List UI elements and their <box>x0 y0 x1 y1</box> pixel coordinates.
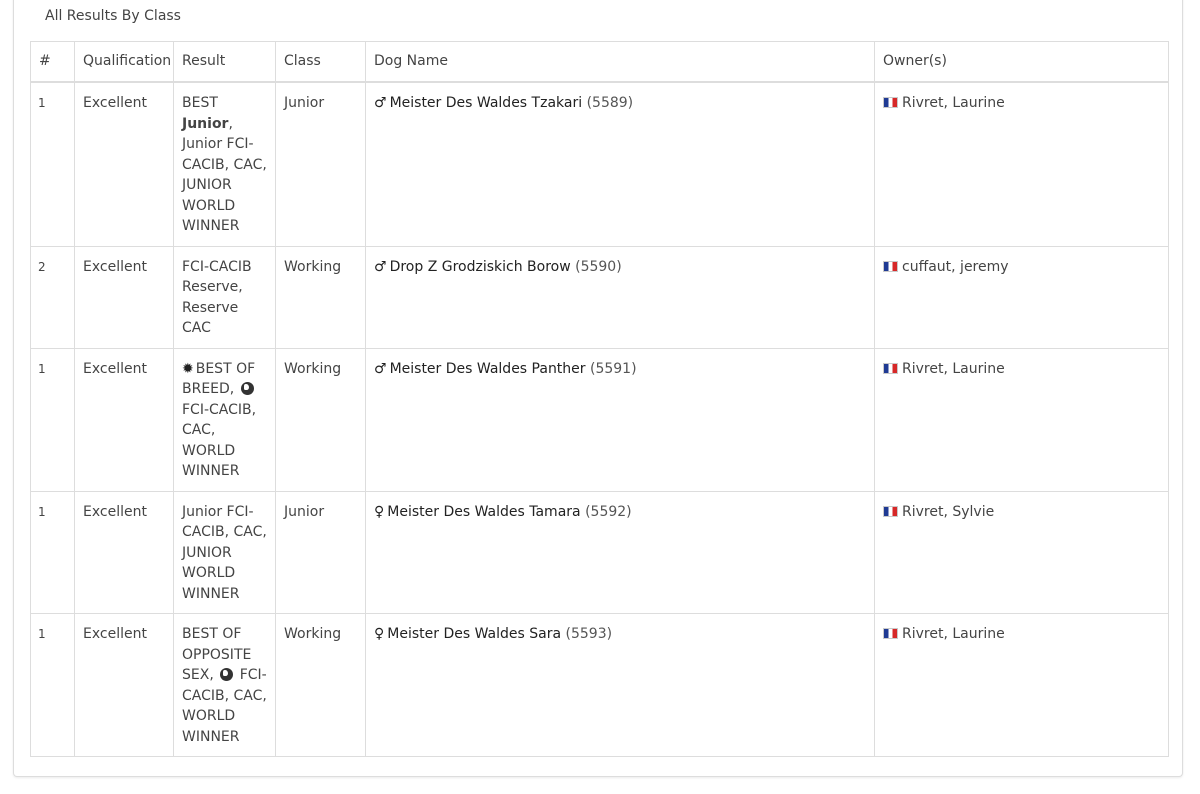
panel-title: All Results By Class <box>45 8 181 24</box>
dog-name-cell[interactable] <box>366 614 875 757</box>
result-part1: BEST OF OPPOSITE SEX, <box>182 626 252 683</box>
globe-icon <box>220 668 233 681</box>
female-icon: ♀ <box>374 503 385 520</box>
table-header-row <box>31 42 1169 83</box>
dog-id: (5590) <box>575 258 622 275</box>
result-cell <box>174 614 276 757</box>
owner-name[interactable]: Rivret, Laurine <box>902 626 1005 642</box>
dog-id: (5591) <box>590 360 637 377</box>
dog-name-cell[interactable] <box>366 246 875 348</box>
owner-cell <box>875 82 1169 246</box>
class-cell: Working <box>276 348 366 491</box>
column-header-class[interactable]: Class <box>276 42 366 83</box>
dog-name-cell[interactable] <box>366 82 875 246</box>
owner-name[interactable]: Rivret, Laurine <box>902 95 1005 111</box>
qualification-cell: Excellent <box>75 614 174 757</box>
class-cell: Working <box>276 246 366 348</box>
row-number: 1 <box>31 614 75 757</box>
result-prefix: BEST <box>182 95 218 111</box>
column-header-owners[interactable]: Owner(s) <box>875 42 1169 83</box>
dog-id: (5589) <box>586 95 634 111</box>
dog-id: (5593) <box>565 626 613 642</box>
dog-name-link[interactable]: Meister Des Waldes Tamara <box>387 503 581 520</box>
result-part2: FCI-CACIB, CAC, WORLD WINNER <box>182 401 257 479</box>
row-number: 1 <box>31 491 75 614</box>
result-cell: Junior FCI-CACIB, CAC, JUNIOR WORLD WINNER <box>174 491 276 614</box>
table-row <box>31 246 1169 348</box>
owner-cell <box>875 614 1169 757</box>
class-cell: Working <box>276 614 366 757</box>
dog-name-link[interactable]: Meister Des Waldes Panther <box>389 360 586 377</box>
dog-name-link[interactable]: Meister Des Waldes Sara <box>387 626 562 642</box>
male-icon: ♂ <box>374 95 387 111</box>
male-icon: ♂ <box>374 360 387 377</box>
owner-name[interactable]: Rivret, Laurine <box>902 360 1005 377</box>
class-cell: Junior <box>276 82 366 246</box>
result-rest: Junior FCI-CACIB, CAC, JUNIOR WORLD WINNER <box>182 136 267 234</box>
table-row <box>31 82 1169 246</box>
france-flag-icon <box>883 261 898 272</box>
dog-name-link[interactable]: Meister Des Waldes Tzakari <box>389 95 583 111</box>
row-number: 1 <box>31 348 75 491</box>
result-part2: FCI-CACIB, CAC, WORLD WINNER <box>182 667 267 745</box>
france-flag-icon <box>883 628 898 639</box>
dog-name-cell[interactable] <box>366 491 875 614</box>
globe-icon <box>241 382 254 395</box>
france-flag-icon <box>883 506 898 517</box>
male-icon: ♂ <box>374 258 387 275</box>
row-number: 2 <box>31 246 75 348</box>
result-part1: BEST OF BREED, <box>182 360 256 397</box>
column-header-result[interactable]: Result <box>174 42 276 83</box>
qualification-cell: Excellent <box>75 348 174 491</box>
row-number: 1 <box>31 82 75 246</box>
table-row <box>31 614 1169 757</box>
qualification-cell: Excellent <box>75 491 174 614</box>
owner-name[interactable]: Rivret, Sylvie <box>902 503 995 520</box>
owner-cell <box>875 348 1169 491</box>
dog-id: (5592) <box>585 503 632 520</box>
owner-cell <box>875 246 1169 348</box>
qualification-cell: Excellent <box>75 246 174 348</box>
france-flag-icon <box>883 363 898 374</box>
table-row <box>31 348 1169 491</box>
female-icon: ♀ <box>374 626 385 642</box>
column-header-dog-name[interactable]: Dog Name <box>366 42 875 83</box>
class-cell: Junior <box>276 491 366 614</box>
result-cell <box>174 82 276 246</box>
column-header-qualification[interactable]: Qualification <box>75 42 174 83</box>
owner-name[interactable]: cuffaut, jeremy <box>902 258 1009 275</box>
owner-cell <box>875 491 1169 614</box>
dog-name-link[interactable]: Drop Z Grodziskich Borow <box>389 258 571 275</box>
result-cell: FCI-CACIB Reserve, Reserve CAC <box>174 246 276 348</box>
results-table <box>30 41 1169 757</box>
result-cell <box>174 348 276 491</box>
qualification-cell: Excellent <box>75 82 174 246</box>
dog-name-cell[interactable] <box>366 348 875 491</box>
result-strong: Junior <box>182 115 229 132</box>
best-of-breed-star-icon: ✹ <box>182 360 194 377</box>
france-flag-icon <box>883 97 898 108</box>
table-row <box>31 491 1169 614</box>
result-comma: , <box>228 115 233 132</box>
column-header-number[interactable]: # <box>31 42 75 83</box>
